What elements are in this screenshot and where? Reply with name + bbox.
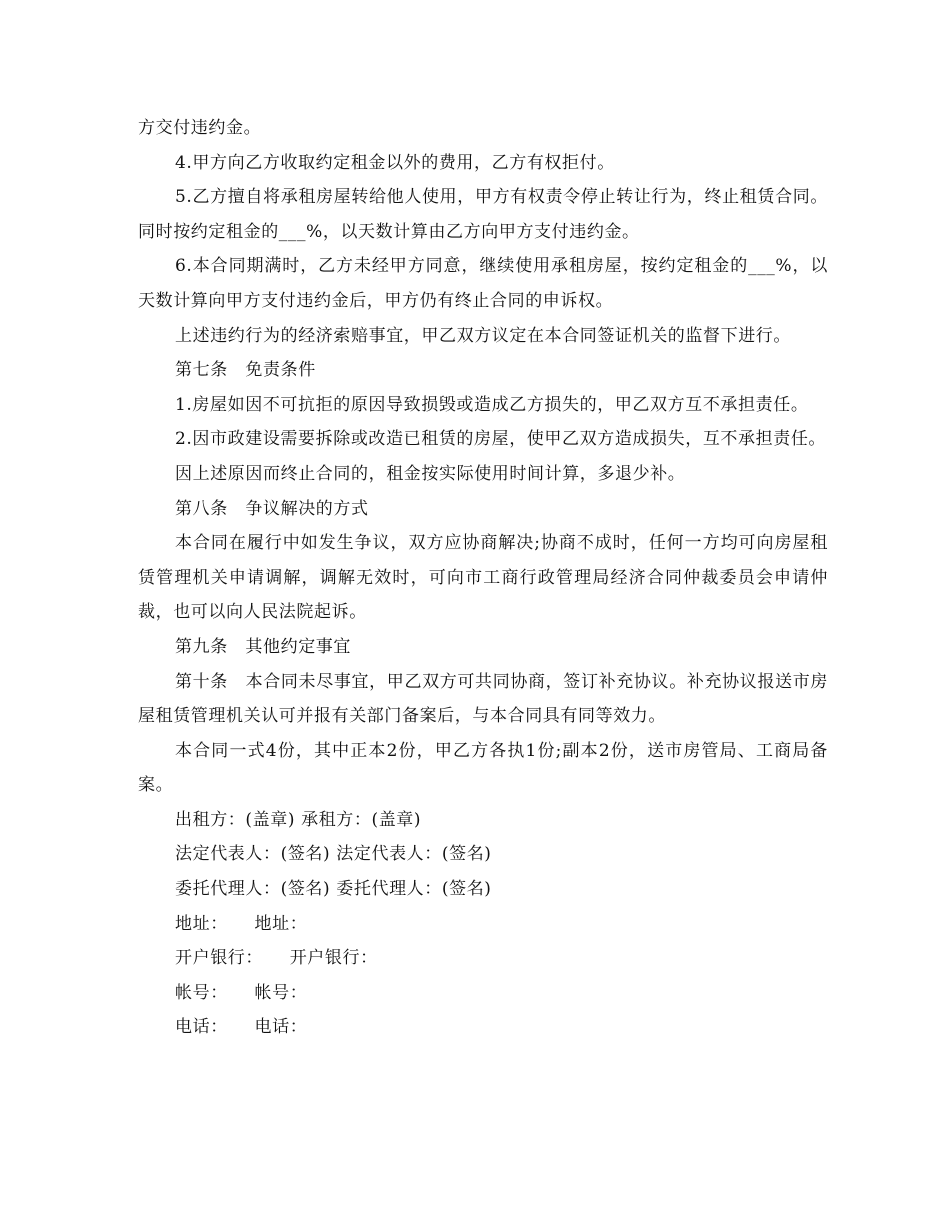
clause-item-4: 4.甲方向乙方收取约定租金以外的费用，乙方有权拒付。 [175, 152, 615, 173]
breach-claims-paragraph: 上述违约行为的经济索赔事宜，甲乙双方议定在本合同签证机关的监督下进行。 [175, 325, 791, 346]
bank-line: 开户银行： 开户银行： [175, 948, 378, 969]
clause-item-5: 5.乙方擅自将承租房屋转给他人使用，甲方有权责令停止转让行为，终止租赁合同。同时按约定租金的___%，以天数计算由乙方向甲方支付违约金。 [138, 187, 828, 242]
article-10-body: 第十条 本合同未尽事宜，甲乙双方可共同协商，签订补充协议。补充协议报送市房屋租赁管理机关认可并报有关部门备案后，与本合同具有同等效力。 [138, 671, 828, 727]
clause-item-6: 6.本合同期满时，乙方未经甲方同意，继续使用承租房屋，按约定租金的___%，以天数计算向甲方支付违约金后，甲方仍有终止合同的申诉权。 [138, 256, 828, 311]
article-9-heading: 第九条 其他约定事宜 [175, 636, 351, 657]
article-8-body: 本合同在履行中如发生争议，双方应协商解决;协商不成时，任何一方均可向房屋租赁管理机关申请调解，调解无效时，可向市工商行政管理局经济合同仲裁委员会申请仲裁，也可以向人民法院起诉。 [138, 533, 828, 623]
article-7-item-1: 1.房屋如因不可抗拒的原因导致损毁或造成乙方损失的，甲乙双方互不承担责任。 [175, 394, 809, 415]
paragraph-continuation: 方交付违约金。 [138, 118, 262, 138]
signature-legal-rep-line: 法定代表人：(签名) 法定代表人：(签名) [175, 844, 492, 865]
phone-line: 电话： 电话： [175, 1017, 308, 1038]
article-7-heading: 第七条 免责条件 [175, 360, 316, 381]
signature-agent-line: 委托代理人：(签名) 委托代理人：(签名) [175, 879, 492, 900]
copies-paragraph: 本合同一式4份，其中正本2份，甲乙方各执1份;副本2份，送市房管局、工商局备案。 [138, 740, 828, 796]
document-body [138, 111, 828, 1045]
address-line: 地址： 地址： [175, 913, 308, 934]
article-8-heading: 第八条 争议解决的方式 [175, 498, 369, 519]
account-line: 帐号： 帐号： [175, 982, 308, 1003]
article-7-item-2: 2.因市政建设需要拆除或改造已租赁的房屋，使甲乙双方造成损失，互不承担责任。 [175, 429, 827, 450]
article-7-rent-settlement: 因上述原因而终止合同的，租金按实际使用时间计算，多退少补。 [175, 463, 686, 484]
signature-seal-line: 出租方：(盖章) 承租方：(盖章) [175, 809, 422, 830]
